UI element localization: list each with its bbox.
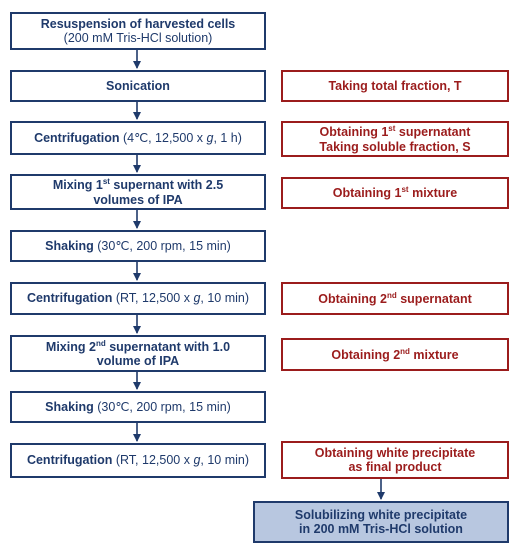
step-centrifugation-3: Centrifugation (RT, 12,500 x g, 10 min) [10, 443, 266, 478]
note-second-mixture: Obtaining 2nd mixture [281, 338, 509, 371]
final-solubilization: Solubilizing white precipitate in 200 mM Tris-HCl solution [253, 501, 509, 543]
note-second-supernatant: Obtaining 2nd supernatant [281, 282, 509, 315]
step-mixing-2: Mixing 2nd supernatant with 1.0 volume of IPA [10, 335, 266, 372]
step-sonication: Sonication [10, 70, 266, 102]
note-total-fraction: Taking total fraction, T [281, 70, 509, 102]
step-centrifugation-1: Centrifugation (4℃, 12,500 x g, 1 h) [10, 121, 266, 155]
step-shaking-2: Shaking (30℃, 200 rpm, 15 min) [10, 391, 266, 423]
step-centrifugation-2: Centrifugation (RT, 12,500 x g, 10 min) [10, 282, 266, 315]
step-mixing-1: Mixing 1st supernant with 2.5 volumes of IPA [10, 174, 266, 210]
note-first-mixture: Obtaining 1st mixture [281, 177, 509, 209]
step-resuspension: Resuspension of harvested cells (200 mM Tris-HCl solution) [10, 12, 266, 50]
note-first-supernatant: Obtaining 1st supernatant Taking soluble fraction, S [281, 121, 509, 157]
note-white-precipitate: Obtaining white precipitate as final product [281, 441, 509, 479]
step-shaking-1: Shaking (30℃, 200 rpm, 15 min) [10, 230, 266, 262]
